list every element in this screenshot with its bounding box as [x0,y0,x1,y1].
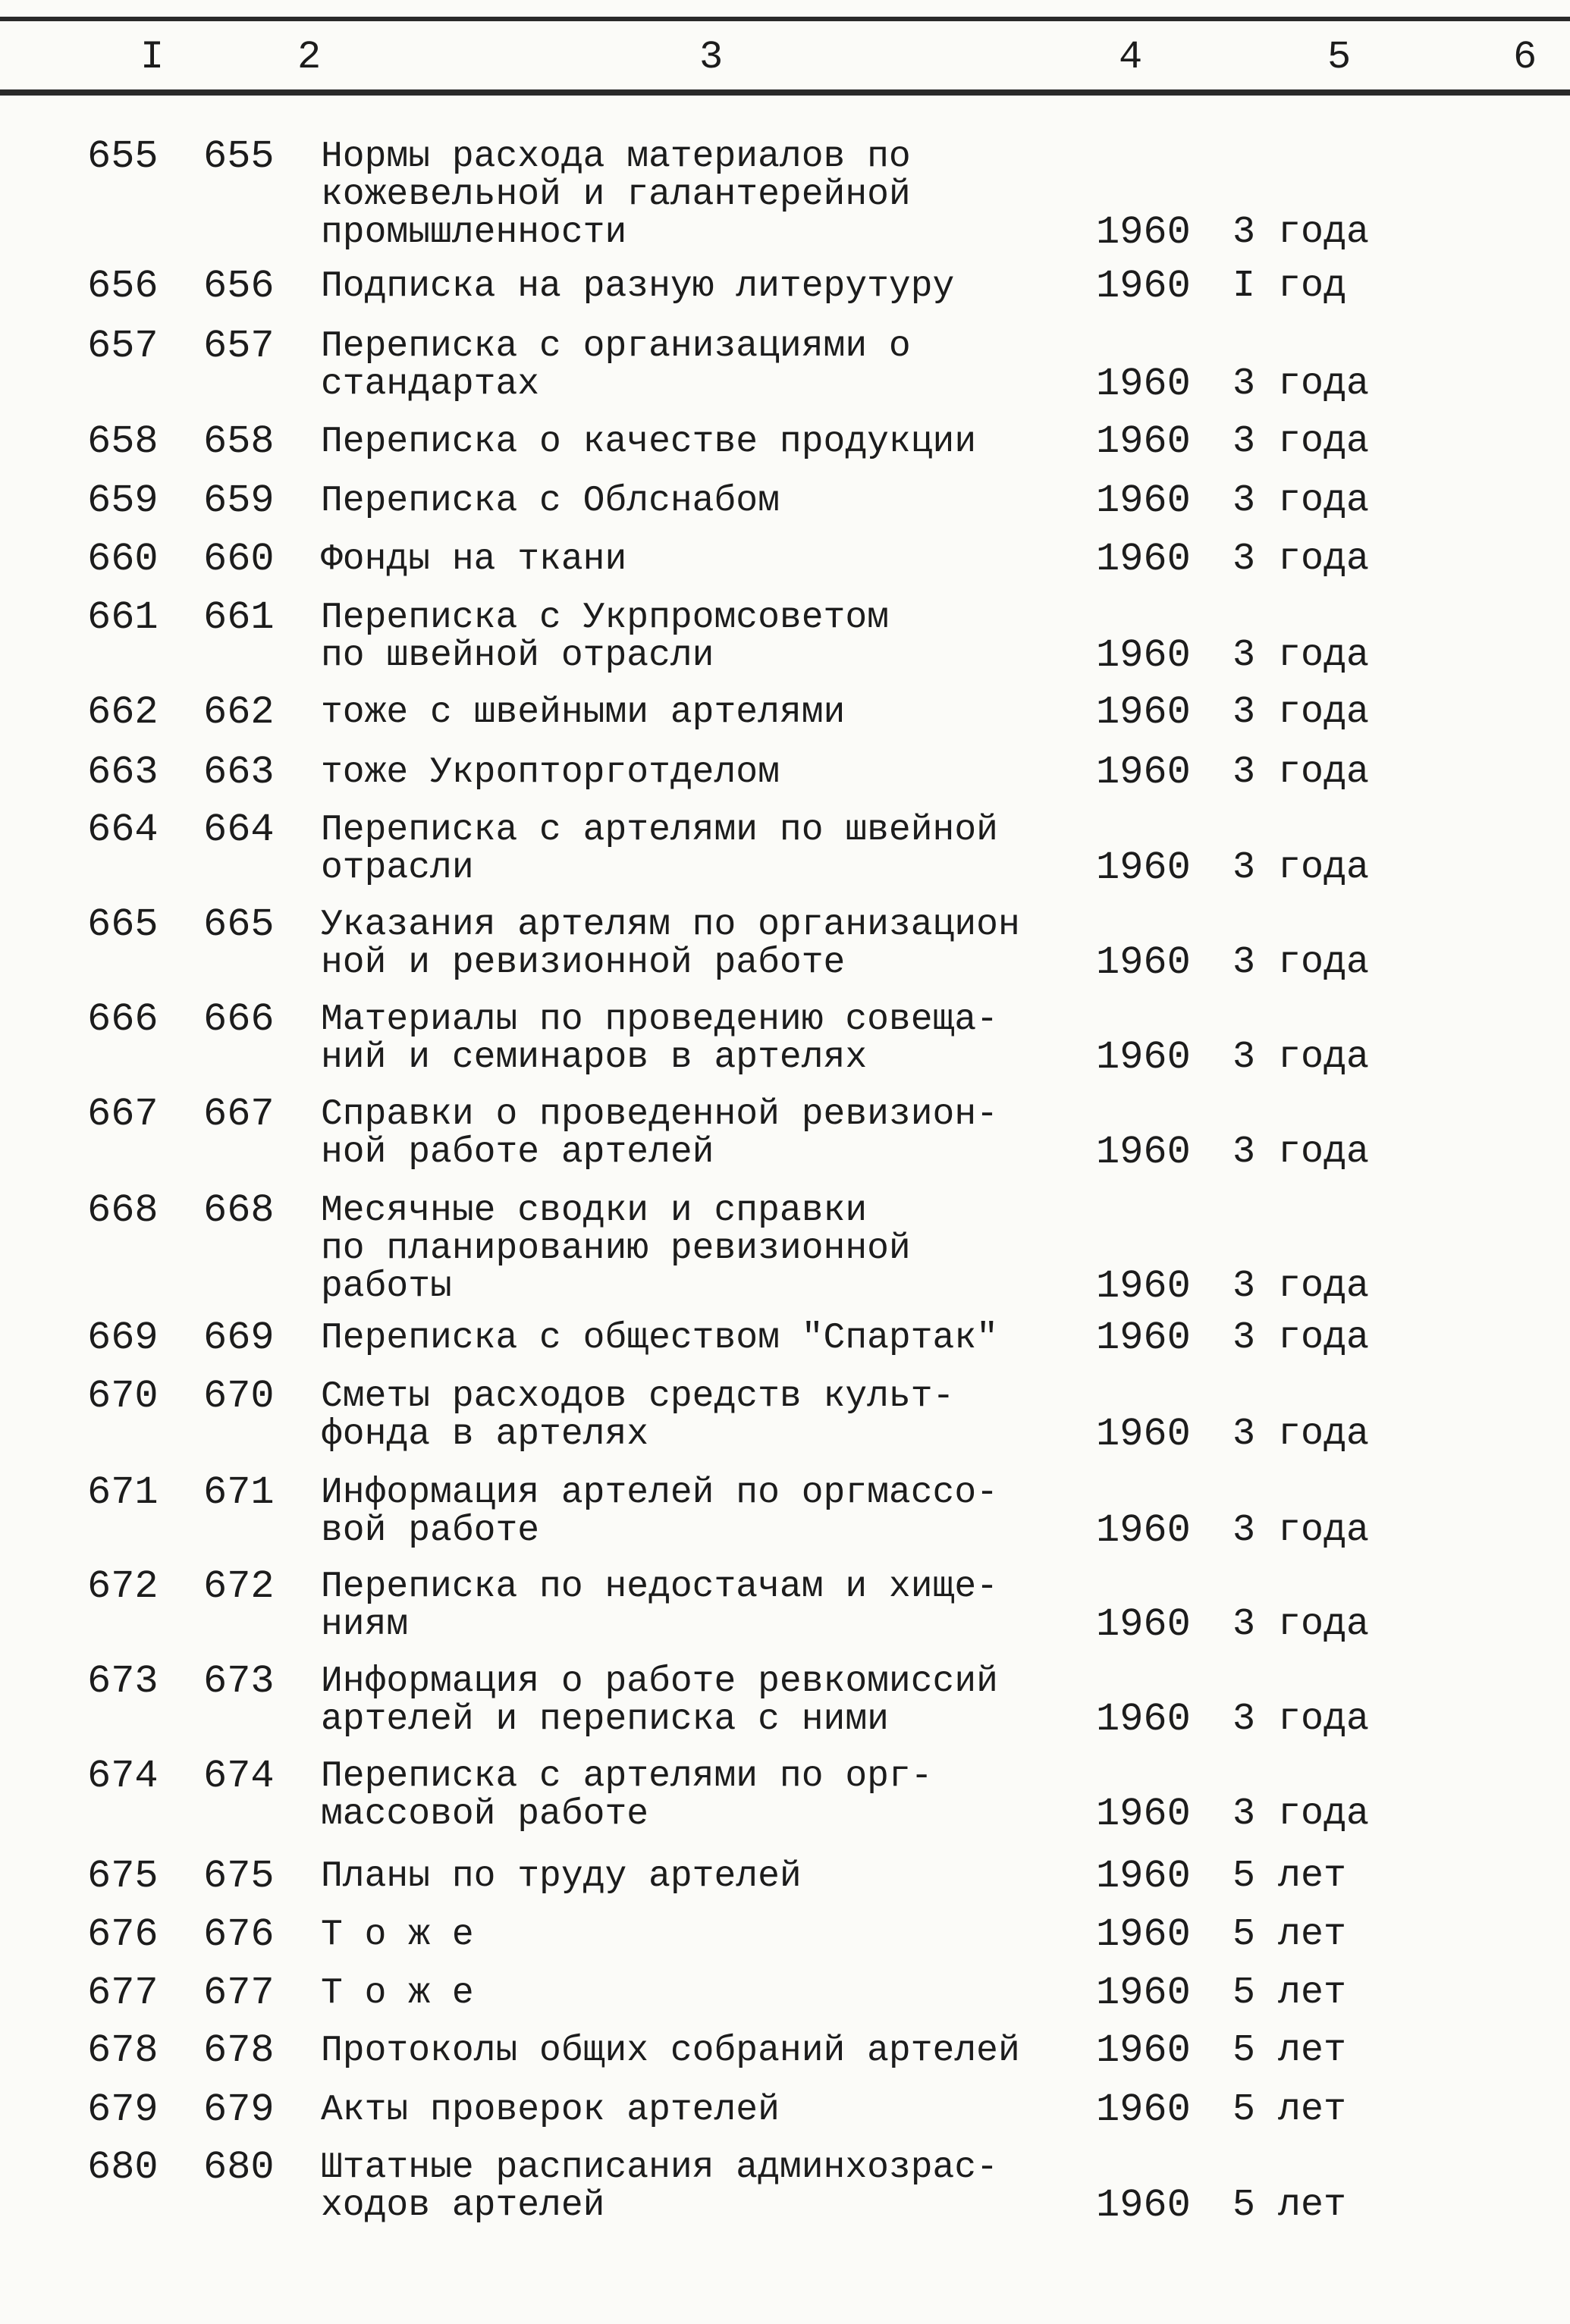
row-year: 1960 [1096,633,1191,678]
row-year: 1960 [1096,1316,1191,1360]
row-year: 1960 [1096,1971,1191,2015]
row-title: Переписка о качестве продукции [321,422,977,463]
header-bottom-rule [0,89,1570,96]
row-sequence-number: 678 [87,2028,159,2073]
row-sequence-number: 679 [87,2087,159,2132]
row-file-number: 675 [203,1854,275,1899]
row-year: 1960 [1096,362,1191,406]
row-retention-term: 5 лет [1232,2029,1347,2072]
row-sequence-number: 672 [87,1564,159,1609]
row-title: тоже Укропторготделом [321,752,780,793]
row-title: Переписка с Облснабом [321,481,780,522]
row-file-number: 677 [203,1971,275,2015]
row-retention-term: 3 года [1232,1413,1370,1456]
row-sequence-number: 657 [87,324,159,369]
row-title: Информация артелей по оргмассо- вой работе [321,1472,998,1551]
row-sequence-number: 658 [87,419,159,464]
row-year: 1960 [1096,690,1191,735]
row-retention-term: 3 года [1232,634,1370,677]
row-file-number: 680 [203,2145,275,2190]
row-retention-term: 3 года [1232,479,1370,522]
row-year: 1960 [1096,940,1191,985]
row-title: Справки о проведенной ревизион- ной работе артелей [321,1094,998,1173]
row-file-number: 670 [203,1374,275,1419]
row-sequence-number: 655 [87,134,159,179]
row-title: Переписка с артелями по орг- массовой работе [321,1756,933,1835]
row-title: тоже с швейными артелями [321,692,846,733]
row-title: Штатные расписания админхозрас- ходов артелей [321,2147,998,2226]
row-file-number: 658 [203,419,275,464]
row-sequence-number: 674 [87,1754,159,1799]
row-retention-term: 5 лет [1232,1971,1347,2015]
column-header-4: 4 [1119,35,1143,80]
header-top-rule [0,17,1570,21]
row-year: 1960 [1096,1035,1191,1080]
row-retention-term: 3 года [1232,538,1370,581]
row-title: Нормы расхода материалов по кожевельной и галантерейной промышленности [321,136,911,253]
row-file-number: 662 [203,690,275,735]
row-year: 1960 [1096,264,1191,309]
row-title: Переписка с артелями по швейной отрасли [321,810,998,889]
row-year: 1960 [1096,419,1191,464]
row-title: Планы по труду артелей [321,1856,802,1897]
row-year: 1960 [1096,2028,1191,2073]
row-file-number: 655 [203,134,275,179]
row-title: Акты проверок артелей [321,2090,780,2131]
row-file-number: 664 [203,808,275,852]
row-title: Подписка на разную литерутуру [321,266,955,307]
row-retention-term: 3 года [1232,1265,1370,1308]
row-title: Переписка по недостачам и хище- ниям [321,1567,998,1645]
row-retention-term: 3 года [1232,1036,1370,1079]
row-sequence-number: 656 [87,264,159,309]
row-file-number: 676 [203,1912,275,1957]
row-file-number: 678 [203,2028,275,2073]
column-header-3: 3 [699,35,724,80]
row-year: 1960 [1096,1602,1191,1647]
row-file-number: 657 [203,324,275,369]
column-header-2: 2 [297,35,322,80]
row-year: 1960 [1096,2183,1191,2228]
column-header-6: 6 [1513,35,1537,80]
row-year: 1960 [1096,1697,1191,1742]
row-sequence-number: 668 [87,1188,159,1233]
column-header-5: 5 [1327,35,1352,80]
row-file-number: 666 [203,997,275,1042]
row-title: Переписка с обществом "Спартак" [321,1318,998,1359]
row-file-number: 659 [203,478,275,523]
row-retention-term: 3 года [1232,1698,1370,1741]
row-retention-term: 3 года [1232,362,1370,406]
row-sequence-number: 680 [87,2145,159,2190]
row-file-number: 668 [203,1188,275,1233]
row-year: 1960 [1096,1912,1191,1957]
row-file-number: 661 [203,595,275,640]
row-title: Т о ж е [321,1915,474,1955]
row-retention-term: 3 года [1232,420,1370,463]
row-sequence-number: 675 [87,1854,159,1899]
row-retention-term: 3 года [1232,751,1370,794]
row-title: Переписка с Укрпромсоветом по швейной отрасли [321,597,889,676]
row-title: Материалы по проведению совеща- ний и семинаров в артелях [321,999,998,1078]
row-title: Месячные сводки и справки по планированию ревизионной работы [321,1190,911,1307]
row-retention-term: 3 года [1232,1316,1370,1360]
row-year: 1960 [1096,1508,1191,1553]
row-title: Переписка с организациями о стандартах [321,326,911,405]
row-year: 1960 [1096,478,1191,523]
row-file-number: 665 [203,902,275,947]
row-file-number: 674 [203,1754,275,1799]
row-file-number: 672 [203,1564,275,1609]
row-sequence-number: 669 [87,1316,159,1360]
row-retention-term: 5 лет [1232,1913,1347,1956]
row-year: 1960 [1096,750,1191,795]
row-year: 1960 [1096,1792,1191,1836]
row-retention-term: 5 лет [1232,2184,1347,2227]
row-file-number: 656 [203,264,275,309]
row-file-number: 669 [203,1316,275,1360]
row-title: Сметы расходов средств культ- фонда в артелях [321,1376,955,1455]
row-year: 1960 [1096,210,1191,255]
row-sequence-number: 677 [87,1971,159,2015]
row-sequence-number: 663 [87,750,159,795]
row-sequence-number: 673 [87,1659,159,1704]
row-year: 1960 [1096,1264,1191,1309]
column-header-1: I [140,35,165,80]
row-retention-term: 5 лет [1232,1855,1347,1898]
row-sequence-number: 659 [87,478,159,523]
row-retention-term: 3 года [1232,941,1370,984]
row-year: 1960 [1096,537,1191,582]
row-year: 1960 [1096,1854,1191,1899]
row-retention-term: I год [1232,265,1347,308]
row-file-number: 663 [203,750,275,795]
row-title: Фонды на ткани [321,539,627,580]
row-year: 1960 [1096,845,1191,890]
row-title: Информация о работе ревкомиссий артелей и переписка с ними [321,1661,998,1740]
row-title: Указания артелям по организацион ной и ревизионной работе [321,905,1020,983]
row-sequence-number: 671 [87,1470,159,1515]
row-year: 1960 [1096,1130,1191,1175]
row-retention-term: 3 года [1232,1131,1370,1174]
row-sequence-number: 665 [87,902,159,947]
row-retention-term: 3 года [1232,1603,1370,1646]
row-year: 1960 [1096,1412,1191,1457]
row-sequence-number: 664 [87,808,159,852]
row-retention-term: 3 года [1232,846,1370,889]
row-sequence-number: 662 [87,690,159,735]
row-sequence-number: 666 [87,997,159,1042]
row-sequence-number: 676 [87,1912,159,1957]
row-file-number: 673 [203,1659,275,1704]
row-file-number: 679 [203,2087,275,2132]
row-sequence-number: 667 [87,1092,159,1137]
row-sequence-number: 670 [87,1374,159,1419]
row-year: 1960 [1096,2087,1191,2132]
row-file-number: 667 [203,1092,275,1137]
row-retention-term: 3 года [1232,691,1370,734]
row-file-number: 660 [203,537,275,582]
row-retention-term: 3 года [1232,1509,1370,1552]
row-title: Протоколы общих собраний артелей [321,2031,1020,2072]
row-retention-term: 5 лет [1232,2088,1347,2131]
row-retention-term: 3 года [1232,211,1370,254]
row-title: Т о ж е [321,1973,474,2014]
row-retention-term: 3 года [1232,1792,1370,1836]
row-sequence-number: 661 [87,595,159,640]
row-file-number: 671 [203,1470,275,1515]
row-sequence-number: 660 [87,537,159,582]
